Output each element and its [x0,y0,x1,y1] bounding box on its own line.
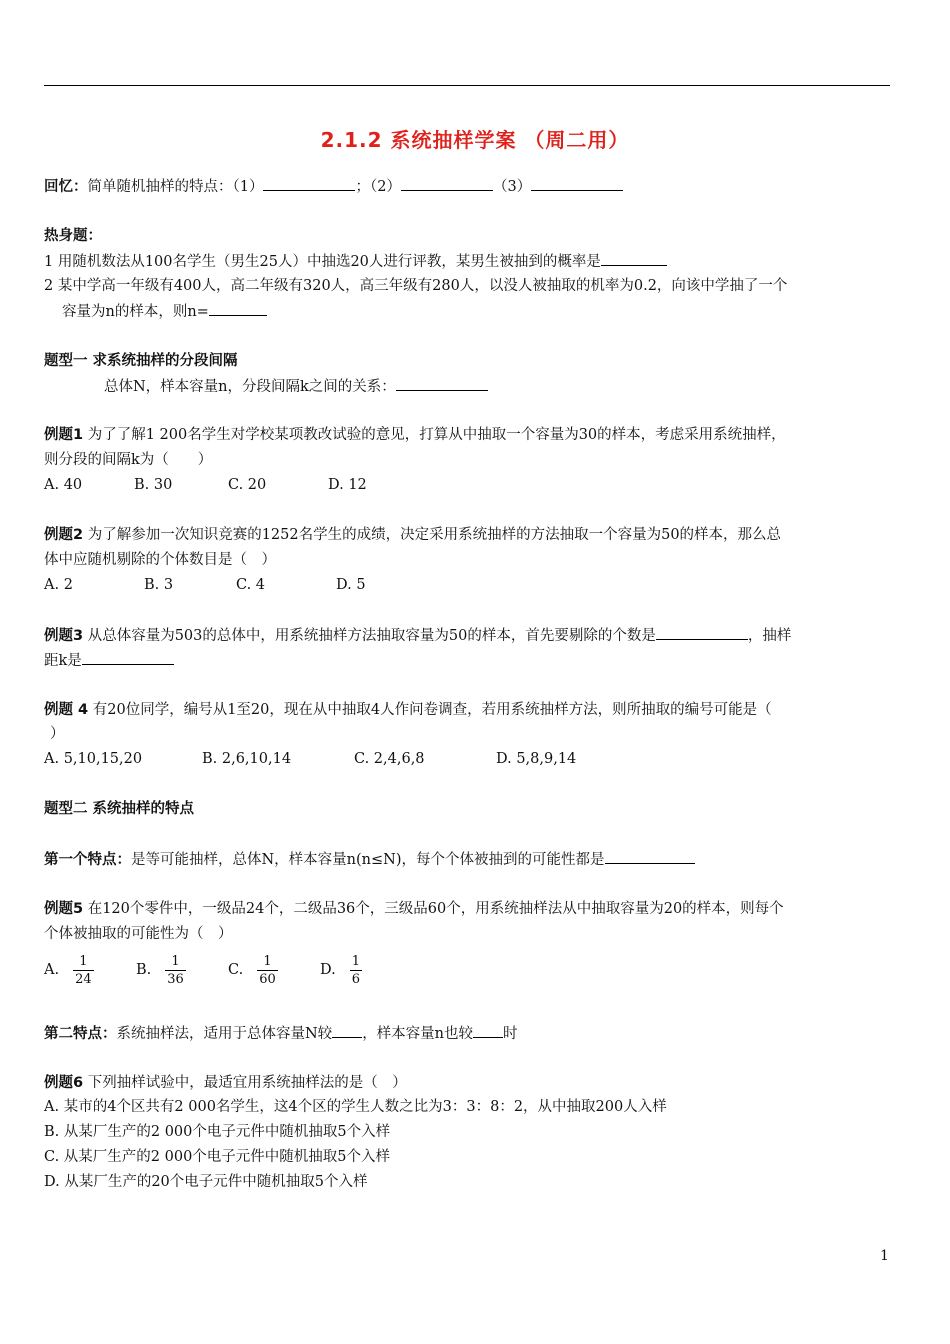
page-title: 2.1.2 系统抽样学案 （周二用） [320,128,630,152]
recall-blank-1 [263,176,355,191]
fraction-numerator: 1 [257,953,278,971]
ex1-option-a: A. 40 [44,477,83,493]
ex3-text: 从总体容量为503的总体中，用系统抽样方法抽取容量为50的样本，首先要剔除的个数是 [83,628,656,644]
recall-label: 回忆： [44,179,88,195]
type1-relation-text: 总体N，样本容量n，分段间隔k之间的关系： [104,379,396,395]
ex6-text: 下列抽样试验中，最适宜用系统抽样法的是（ ） [83,1075,407,1091]
recall-sep-2: （3） [492,179,532,195]
ex4-label: 例题 4 [44,702,89,718]
ex3-blank-2 [82,650,174,665]
warmup-heading: 热身题： [44,228,102,244]
type1-relation [104,376,488,397]
ex5-option-b-letter: B. [136,962,152,978]
ex6-label: 例题6 [44,1075,84,1091]
warmup-q1-text: 1 用随机数法从100名学生（男生25人）中抽选20人进行评教，某男生被抽到的概率是 [44,254,601,270]
warmup-q1 [44,251,667,272]
ex6-option-b: B. 从某厂生产的2 000个电子元件中随机抽取5个入样 [44,1124,391,1140]
recall-text: 简单随机抽样的特点：（1） [87,179,264,195]
ex5-line2: 个体被抽取的可能性为（ ） [44,926,233,942]
ex2-text: 为了解参加一次知识竞赛的1252名学生的成绩，决定采用系统抽样的方法抽取一个容量为50的样本，那么总 [83,527,782,543]
ex5-option-d-letter: D. [320,962,336,978]
ex4-text: 有20位同学，编号从1至20，现在从中抽取4人作问卷调查，若用系统抽样方法，则所抽取的编号可能是（ [88,702,772,718]
ex2-label: 例题2 [44,527,84,543]
warmup-q1-blank [601,251,667,266]
feature1-blank [605,849,695,864]
ex3-line2 [44,650,174,671]
ex5-label: 例题5 [44,901,84,917]
ex2-line1 [44,525,781,545]
ex1-options [44,475,367,495]
ex5-option-b-fraction [165,953,186,988]
feature2-line [44,1023,518,1044]
ex6-line1 [44,1073,407,1093]
recall-sep-1: ；（2） [355,179,401,195]
fraction-numerator: 1 [73,953,94,971]
ex1-text: 为了了解1 200名学生对学校某项教改试验的意见，打算从中抽取一个容量为30的样本，考虑采用系统抽样， [83,427,786,443]
ex4-option-c: C. 2,4,6,8 [354,751,425,767]
ex1-line2: 则分段的间隔k为（ ） [44,452,213,468]
warmup-q2-blank [209,301,267,316]
ex2-option-c: C. 4 [236,577,266,593]
ex4-option-d: D. 5,8,9,14 [496,751,577,767]
ex3-blank-1 [656,625,748,640]
header-rule [44,85,890,86]
feature2-text-3: 时 [503,1026,518,1042]
ex5-option-a-fraction [73,953,94,988]
ex2-line2: 体中应随机剔除的个体数目是（ ） [44,552,276,568]
ex5-option-c [228,950,320,990]
ex3-label: 例题3 [44,628,84,644]
type2-heading: 题型二 系统抽样的特点 [44,801,195,817]
ex5-option-b [136,950,228,990]
ex4-option-a: A. 5,10,15,20 [44,751,143,767]
feature2-blank-2 [473,1023,503,1038]
feature2-text-1: 系统抽样法，适用于总体容量N较 [116,1026,333,1042]
ex4-line2: ） [50,726,65,742]
page-number: 1 [880,1248,889,1264]
ex5-option-d-fraction [350,953,362,988]
ex5-option-a [44,950,136,990]
recall-line [44,176,623,197]
fraction-denominator: 6 [351,971,360,987]
ex5-option-c-fraction [257,953,278,988]
ex1-option-b: B. 30 [134,477,173,493]
ex1-label: 例题1 [44,427,84,443]
feature2-label: 第二特点： [44,1026,117,1042]
ex1-option-c: C. 20 [228,477,267,493]
ex4-option-b: B. 2,6,10,14 [202,751,292,767]
ex2-option-a: A. 2 [44,577,73,593]
fraction-numerator: 1 [165,953,186,971]
ex6-option-a: A. 某市的4个区共有2 000名学生，这4个区的学生人数之比为3：3：8：2，从中抽取200人入样 [44,1099,667,1115]
ex4-options [44,749,576,769]
feature1-text: 是等可能抽样，总体N，样本容量n(n≤N)，每个个体被抽到的可能性都是 [131,852,605,868]
recall-blank-3 [531,176,623,191]
recall-blank-2 [401,176,493,191]
ex2-option-d: D. 5 [336,577,366,593]
type1-relation-blank [396,376,488,391]
feature1-line [44,849,695,870]
ex5-option-a-letter: A. [44,962,60,978]
fraction-numerator: 1 [351,953,360,969]
type1-heading: 题型一 求系统抽样的分段间隔 [44,353,238,369]
ex2-options [44,575,366,595]
ex1-line1 [44,425,786,445]
ex3-text-2: 距k是 [44,653,82,669]
ex5-option-d [320,950,362,990]
ex2-option-b: B. 3 [144,577,174,593]
ex5-option-c-letter: C. [228,962,244,978]
feature2-blank-1 [332,1023,362,1038]
fraction-denominator: 24 [75,971,92,987]
warmup-q2-line1: 2 某中学高一年级有400人，高二年级有320人，高三年级有280人，以没人被抽取的机率为0.2，向该中学抽了一个 [44,278,788,294]
fraction-denominator: 36 [167,971,184,987]
ex6-option-d: D. 从某厂生产的20个电子元件中随机抽取5个入样 [44,1174,368,1190]
ex4-line1 [44,700,772,720]
ex1-option-d: D. 12 [328,477,367,493]
ex3-text-end: ，抽样 [747,628,792,644]
ex5-text: 在120个零件中，一级品24个，二级品36个，三级品60个，用系统抽样法从中抽取容量为20的样本，则每个 [83,901,784,917]
fraction-denominator: 60 [259,971,276,987]
warmup-q2-text: 容量为n的样本，则n= [62,304,209,320]
ex6-option-c: C. 从某厂生产的2 000个电子元件中随机抽取5个入样 [44,1149,391,1165]
ex5-options [44,950,362,990]
warmup-q2-line2 [62,301,267,322]
ex3-line1 [44,625,791,646]
feature2-text-2: ，样本容量n也较 [362,1026,474,1042]
feature1-label: 第一个特点： [44,852,131,868]
ex5-line1 [44,899,784,919]
